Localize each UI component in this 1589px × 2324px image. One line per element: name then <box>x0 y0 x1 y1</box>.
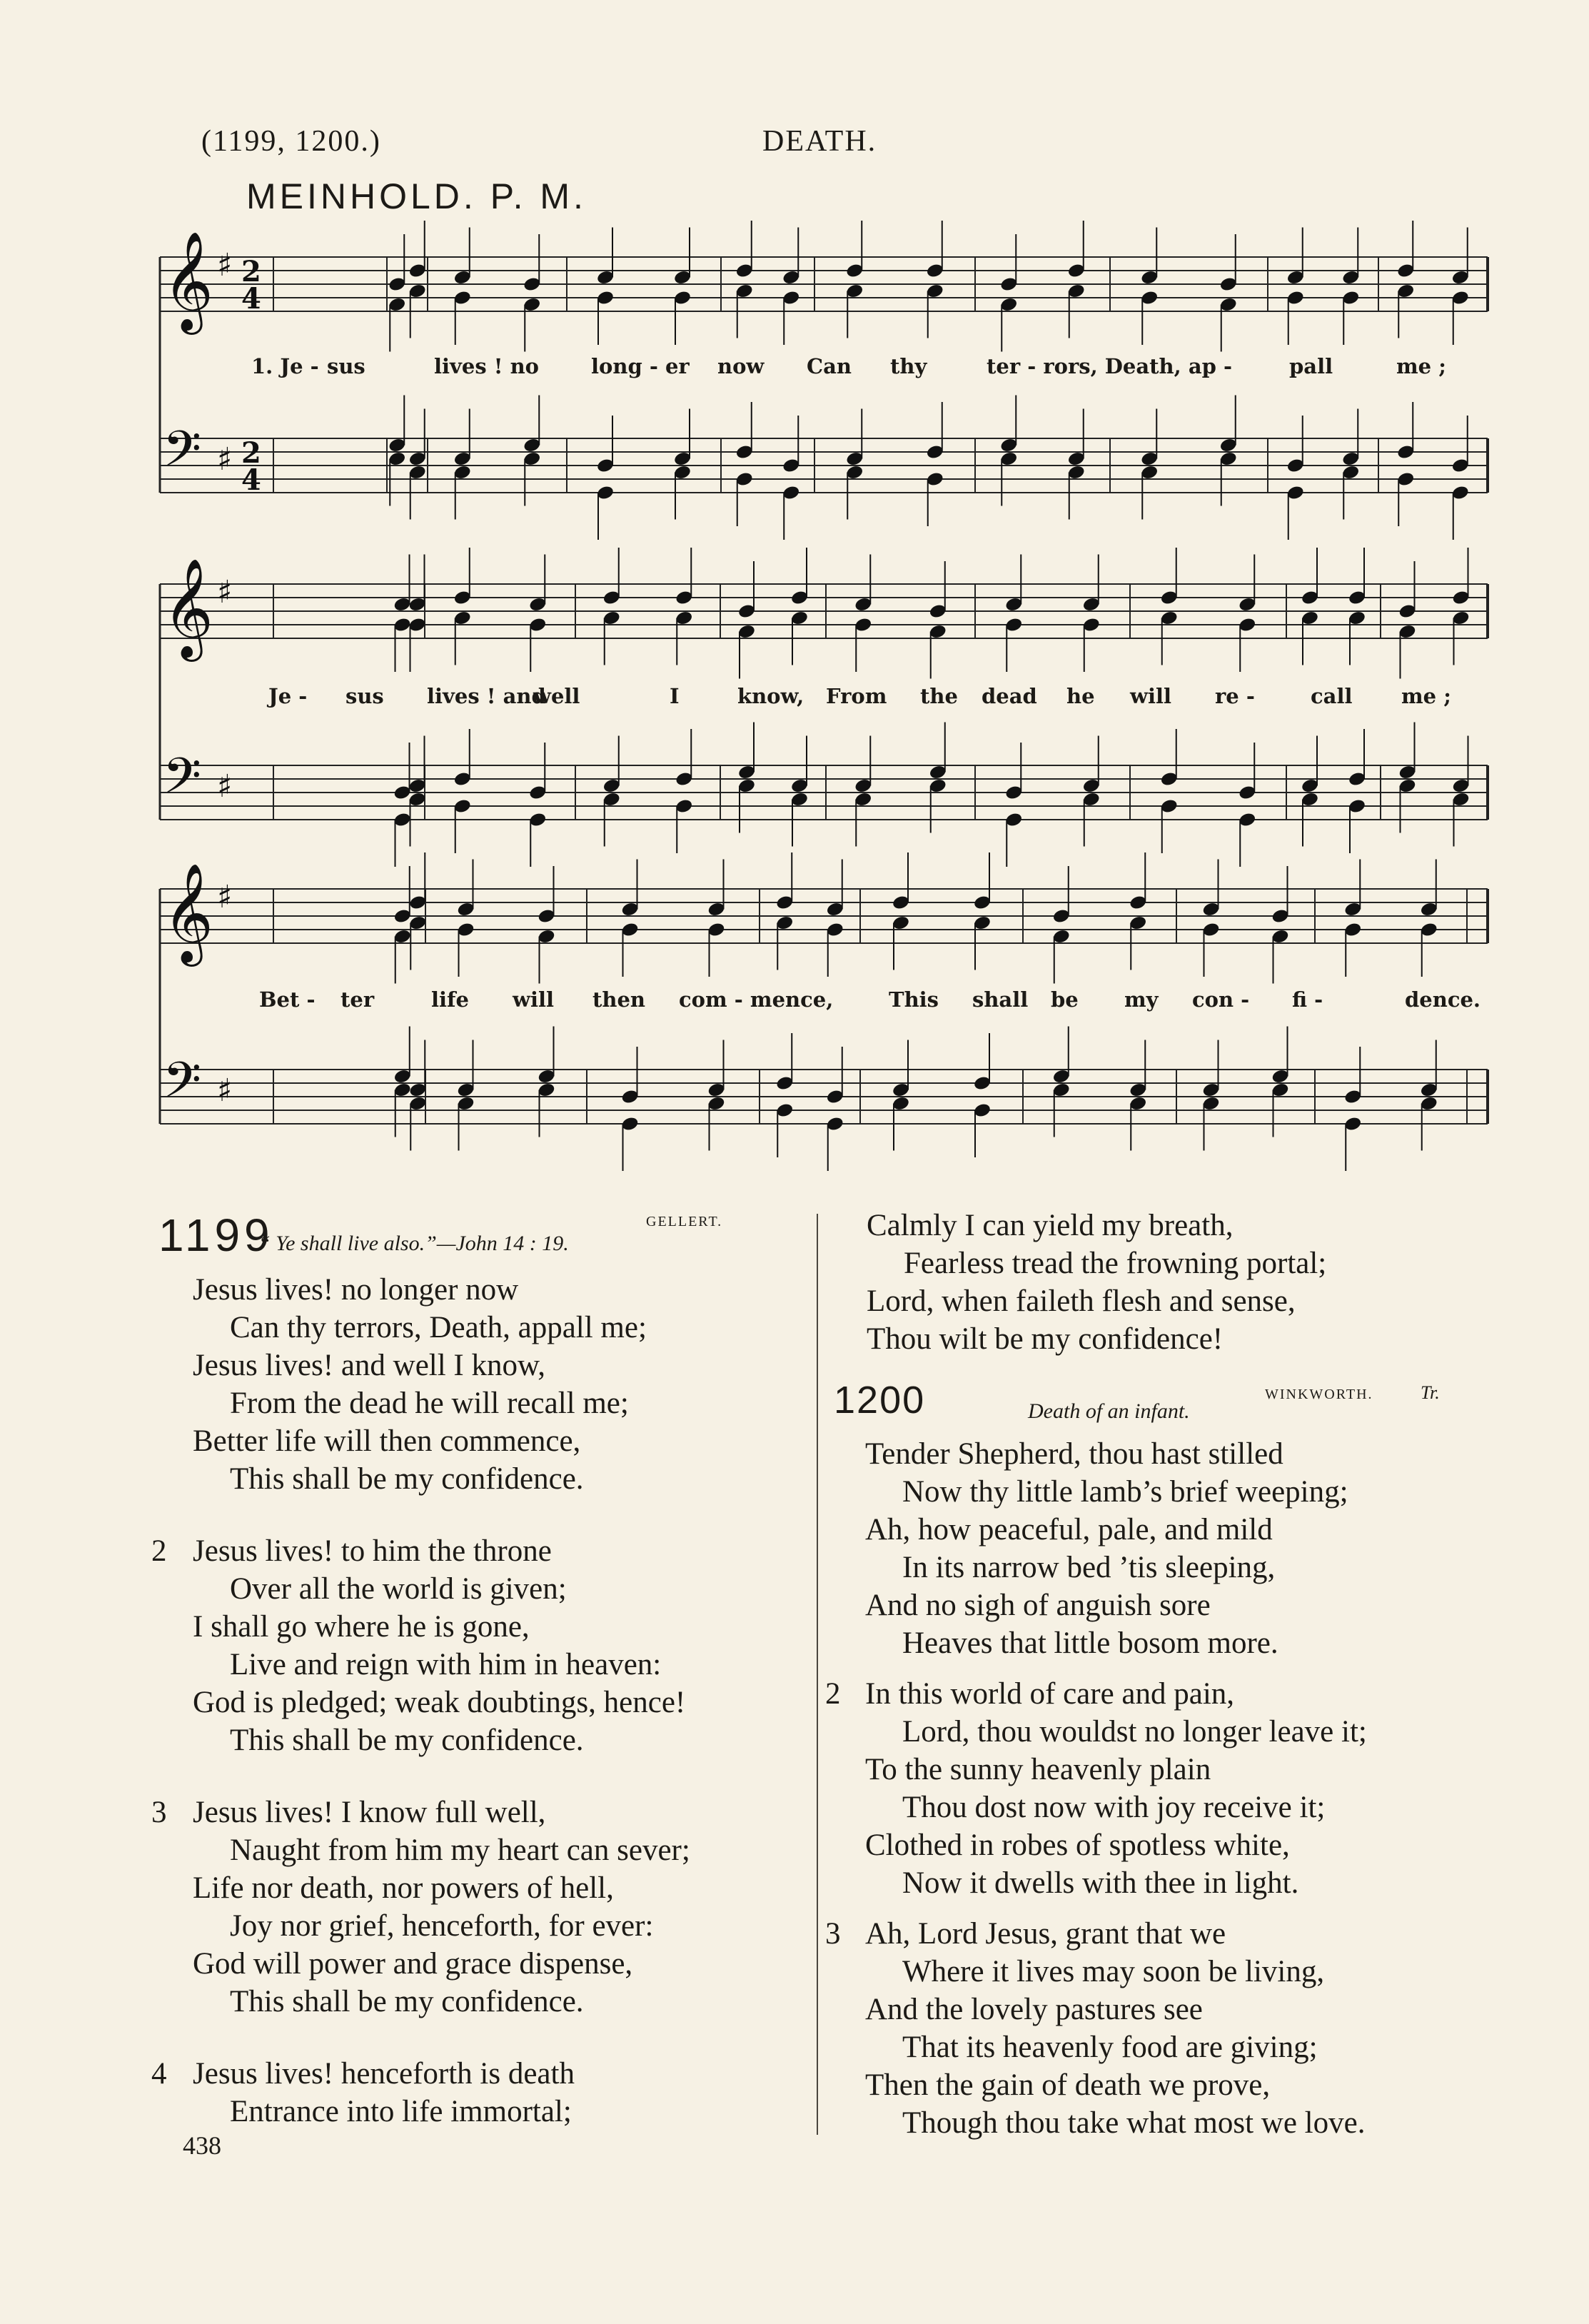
verse-line: Ah, how peaceful, pale, and mild <box>865 1513 1273 1546</box>
verse-line: Though thou take what most we love. <box>902 2106 1366 2140</box>
time-signature-top: 2 <box>241 436 261 470</box>
hymn-author-1199: GELLERT. <box>646 1214 723 1229</box>
verse-line: Tender Shepherd, thou hast stilled <box>865 1437 1283 1471</box>
bass-clef-icon: 𝄢 <box>163 420 202 490</box>
lyric-syllable: the <box>920 684 958 708</box>
lyric-syllable: lives ! and <box>427 684 546 708</box>
lyric-syllable: will <box>1130 684 1172 708</box>
tune-name: MEINHOLD. P. M. <box>246 176 587 216</box>
lyrics-line-1 <box>0 354 1589 383</box>
time-signature-bottom: 4 <box>241 282 261 316</box>
verse-line: Over all the world is given; <box>230 1572 567 1606</box>
lyric-syllable: now <box>717 354 765 378</box>
verse-line: God is pledged; weak doubtings, hence! <box>193 1686 686 1719</box>
verse-line: Better life will then commence, <box>193 1424 581 1458</box>
verse-line: Thou wilt be my confidence! <box>867 1322 1224 1356</box>
lyrics-line-2 <box>0 684 1589 713</box>
verse-line: Clothed in robes of spotless white, <box>865 1828 1290 1862</box>
lyric-syllable: me ; <box>1401 684 1451 708</box>
lyric-syllable: my <box>1124 987 1159 1012</box>
verse-line: Jesus lives! henceforth is death <box>193 2057 575 2091</box>
lyric-syllable: Je - <box>268 684 308 708</box>
lyric-syllable: then <box>592 987 646 1012</box>
verse-line: Thou dost now with joy receive it; <box>902 1791 1326 1824</box>
lyric-syllable: From <box>826 684 887 708</box>
column-divider <box>817 1214 818 2135</box>
treble-clef-icon: 𝄞 <box>163 863 213 962</box>
hymn-numbers-header: (1199, 1200.) <box>201 125 381 158</box>
verse-line: Jesus lives! no longer now <box>193 1273 519 1307</box>
sharp-icon: ♯ <box>217 247 233 283</box>
verse-number: 3 <box>825 1917 841 1951</box>
sharp-icon: ♯ <box>217 574 233 610</box>
lyric-syllable: dence. <box>1405 987 1481 1012</box>
lyric-syllable: sus <box>345 684 384 708</box>
verse-line: Naught from him my heart can sever; <box>230 1833 690 1867</box>
lyric-syllable: shall <box>972 987 1029 1012</box>
lyrics-line-3 <box>0 987 1589 1016</box>
verse-line: And the lovely pastures see <box>865 1993 1203 2026</box>
verse-line: Where it lives may soon be living, <box>902 1955 1325 1988</box>
sharp-icon: ♯ <box>217 441 233 478</box>
lyric-syllable: ter <box>340 987 375 1012</box>
verse-line: Life nor death, nor powers of hell, <box>193 1871 614 1905</box>
lyric-syllable: pall <box>1289 354 1333 378</box>
lyric-syllable: long - er <box>591 354 690 378</box>
treble-clef-icon: 𝄞 <box>163 558 213 658</box>
sharp-icon: ♯ <box>217 879 233 915</box>
verse-line: To the sunny heavenly plain <box>865 1753 1211 1786</box>
verse-line: Jesus lives! I know full well, <box>193 1796 546 1829</box>
hymn-number-1200: 1200 <box>834 1379 926 1422</box>
time-signature-top: 2 <box>241 255 261 288</box>
verse-line: I shall go where he is gone, <box>193 1610 530 1644</box>
lyric-syllable: lives ! no <box>434 354 540 378</box>
lyric-syllable: This <box>889 987 939 1012</box>
verse-line: Lord, thou wouldst no longer leave it; <box>902 1715 1367 1749</box>
lyric-syllable: I <box>670 684 680 708</box>
verse-line: Ah, Lord Jesus, grant that we <box>865 1917 1226 1951</box>
verse-line: Heaves that little bosom more. <box>902 1626 1278 1660</box>
verse-line: Now thy little lamb’s brief weeping; <box>902 1475 1348 1509</box>
verse-line: God will power and grace dispense, <box>193 1947 633 1981</box>
lyric-syllable: life <box>431 987 469 1012</box>
lyric-syllable: sus <box>327 354 365 378</box>
section-title: DEATH. <box>762 125 877 158</box>
hymn-number-1199: 1199 <box>158 1209 274 1261</box>
translator-mark: Tr. <box>1421 1382 1440 1403</box>
lyric-syllable: thy <box>890 354 927 378</box>
lyric-syllable: con - <box>1192 987 1250 1012</box>
bass-clef-icon: 𝄢 <box>163 747 202 817</box>
lyric-syllable: dead <box>982 684 1037 708</box>
verse-line: Jesus lives! and well I know, <box>193 1349 546 1382</box>
verse-line: Can thy terrors, Death, appall me; <box>230 1311 647 1344</box>
lyric-syllable: will <box>513 987 555 1012</box>
verse-line: This shall be my confidence. <box>230 1462 584 1496</box>
lyric-syllable: 1. Je - <box>251 354 319 378</box>
verse-line: That its heavenly food are giving; <box>902 2031 1318 2064</box>
hymn-author-1200: WINKWORTH. <box>1265 1387 1373 1402</box>
verse-line: From the dead he will recall me; <box>230 1387 629 1420</box>
hymn-reference-1200: Death of an infant. <box>1028 1399 1190 1423</box>
verse-line: Joy nor grief, henceforth, for ever: <box>230 1909 654 1943</box>
lyric-syllable: know, <box>737 684 804 708</box>
lyric-syllable: he <box>1066 684 1095 708</box>
bass-clef-icon: 𝄢 <box>163 1051 202 1121</box>
lyric-syllable: fi - <box>1292 987 1323 1012</box>
verse-number: 2 <box>151 1534 167 1568</box>
lyric-syllable: be <box>1051 987 1079 1012</box>
verse-number: 4 <box>151 2057 167 2091</box>
lyric-syllable: me ; <box>1396 354 1446 378</box>
verse-line: This shall be my confidence. <box>230 1985 584 2018</box>
lyric-syllable: Can <box>807 354 852 378</box>
verse-line: Live and reign with him in heaven: <box>230 1648 662 1681</box>
hymn-reference-1199: “ Ye shall live also.”—John 14 : 19. <box>258 1232 569 1255</box>
lyric-syllable: re - <box>1215 684 1255 708</box>
verse-line: Entrance into life immortal; <box>230 2095 572 2128</box>
lyric-syllable: call <box>1311 684 1353 708</box>
verse-line: Jesus lives! to him the throne <box>193 1534 552 1568</box>
lyric-syllable: ter - rors, Death, ap - <box>987 354 1233 378</box>
verse-line: This shall be my confidence. <box>230 1724 584 1757</box>
lyric-syllable: Bet - <box>259 987 316 1012</box>
verse-line: And no sigh of anguish sore <box>865 1589 1211 1622</box>
verse-line: Then the gain of death we prove, <box>865 2068 1271 2102</box>
time-signature-bottom: 4 <box>241 463 261 497</box>
sharp-icon: ♯ <box>217 768 233 805</box>
sharp-icon: ♯ <box>217 1072 233 1109</box>
verse-line: Lord, when faileth flesh and sense, <box>867 1284 1296 1318</box>
lyric-syllable: com - mence, <box>679 987 834 1012</box>
verse-line: Calmly I can yield my breath, <box>867 1209 1234 1242</box>
verse-line: In this world of care and pain, <box>865 1677 1235 1711</box>
lyric-syllable: well <box>533 684 580 708</box>
verse-line: Fearless tread the frowning portal; <box>904 1247 1327 1280</box>
verse-line: Now it dwells with thee in light. <box>902 1866 1299 1900</box>
page-number: 438 <box>183 2131 221 2160</box>
treble-clef-icon: 𝄞 <box>163 231 213 331</box>
verse-line: In its narrow bed ’tis sleeping, <box>902 1551 1276 1584</box>
verse-number: 2 <box>825 1677 841 1711</box>
verse-number: 3 <box>151 1796 167 1829</box>
